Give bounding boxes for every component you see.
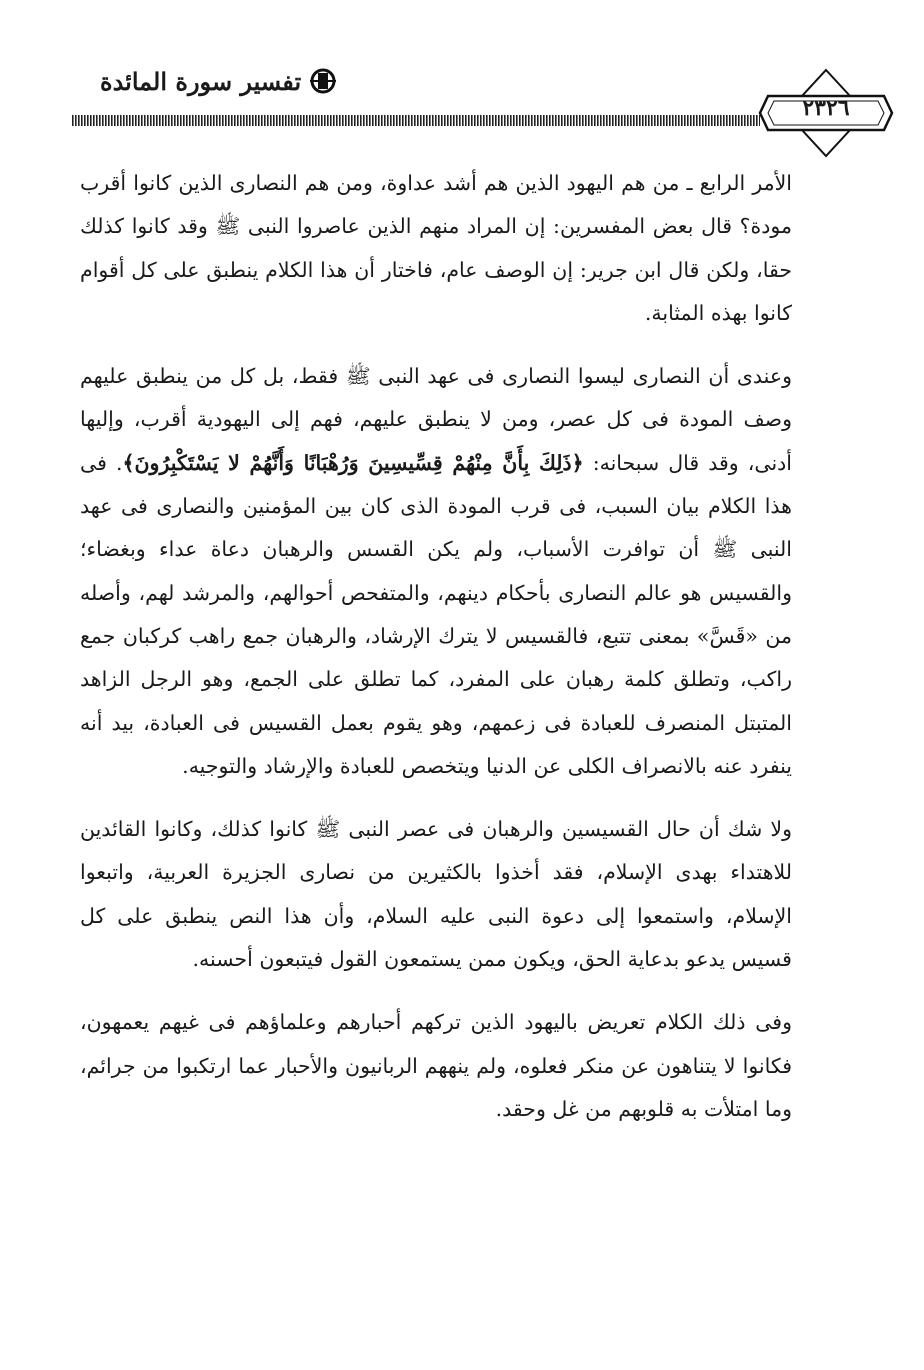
paragraph-2-text-before: وعندى أن النصارى ليسوا النصارى فى عهد النبى ﷺ فقط، بل كل من ينطبق عليهم وصف المودة فى كل عصر، ومن لا ينطبق عليهم، فهم إلى اليهودية أقرب، وإليها أدنى، وقد قال سبحانه:: [80, 364, 792, 475]
paragraph-3-text: ولا شك أن حال القسيسين والرهبان فى عصر النبى ﷺ كانوا كذلك، وكانوا القائدين للاهتداء بهدى الإسلام، فقد أخذوا بالكثيرين من نصارى الجزيرة العربية، واتبعوا الإسلام، واستمعوا إلى دعوة النبى عليه السلام، وأن هذا النص ينطبق على كل قسيس يدعو بدعاية الحق، ويكون ممن يستمعون القول فيتبعون أحسنه.: [80, 817, 792, 972]
paragraph-4-text: وفى ذلك الكلام تعريض باليهود الذين تركهم أحبارهم وعلماؤهم فى غيهم يعمهون، فكانوا لا يتناهون عن منكر فعلوه، ولم ينههم الربانيون والأحبار عما ارتكبوا من جرائم، وما امتلأت به قلوبهم من غل وحقد.: [80, 1010, 792, 1121]
page-number: ٢٣٢٦: [802, 95, 850, 121]
paragraph-2-text-after: . فى هذا الكلام بيان السبب، فى قرب المودة الذى كان بين المؤمنين والنصارى فى عهد النبى ﷺ أن توافرت الأسباب، ولم يكن القسس والرهبان دعاة عداء وبغضاء؛ والقسيس هو عالم النصارى بأحكام دينهم، والمتفحص أحوالهم، والمرشد لهم، وأصله من «قَسَّ» بمعنى تتبع، فالقسيس لا يترك الإرشاد، والرهبان جمع راهب كركبان جمع راكب، وتطلق كلمة رهبان على المفرد، كما تطلق على الجمع، وهو الرجل الزاهد المتبتل المنصرف للعبادة فى زعمهم، وهو يقوم بعمل القسيس فى العبادة، بيد أنه ينفرد عنه بالانصراف الكلى عن الدنيا ويتخصص للعبادة والإرشاد والتوجيه.: [80, 450, 792, 778]
running-title: تفسير سورة المائدة: [100, 67, 302, 96]
paragraph-2: [80, 355, 820, 788]
paragraph-1-text: الأمر الرابع ـ من هم اليهود الذين هم أشد عداوة، ومن هم النصارى الذين كانوا أقرب مودة؟ قال بعض المفسرين: إن المراد منهم الذين عاصروا النبى ﷺ وقد كانوا كذلك حقا، ولكن قال ابن جرير: إن الوصف عام، فاختار أن هذا الكلام ينطبق على كل أقوام كانوا بهذه المثابة.: [80, 171, 792, 325]
page-body: [80, 162, 820, 1151]
quran-verse: ﴿ذَلِكَ بِأَنَّ مِنْهُمْ قِسِّيسِينَ وَرُهْبَانًا وَأَنَّهُمْ لا يَسْتَكْبِرُونَ﴾: [122, 450, 584, 475]
paragraph-1: [80, 162, 820, 335]
ornament-icon: [306, 66, 340, 96]
paragraph-4: [80, 1001, 820, 1131]
page-header: [0, 0, 924, 160]
paragraph-3: [80, 808, 820, 981]
